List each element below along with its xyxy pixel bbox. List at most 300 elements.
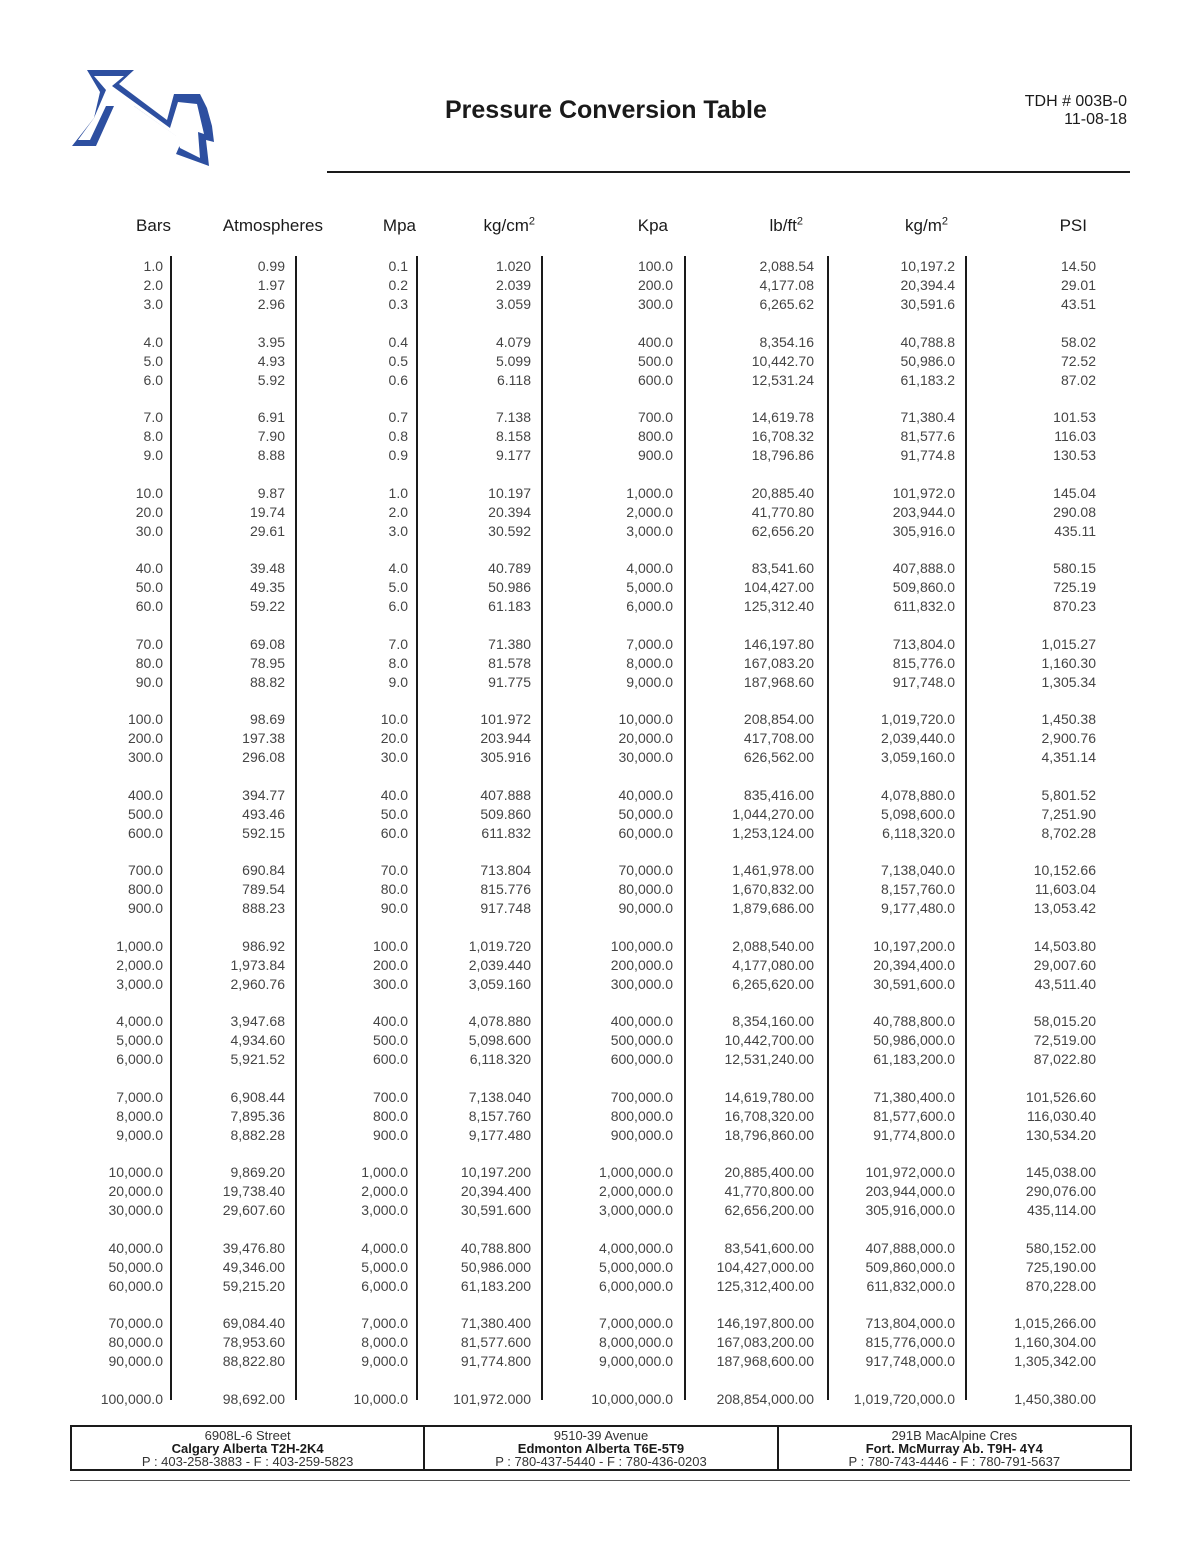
table-cell-kpa: 200.0 — [637, 277, 673, 293]
table-cell-mpa: 7,000.0 — [361, 1315, 408, 1331]
column-header-psi — [1060, 216, 1087, 236]
table-cell-mpa: 30.0 — [380, 749, 408, 765]
table-cell-kpa: 1,000.0 — [626, 484, 673, 501]
table-cell-bars: 30.0 — [135, 522, 163, 539]
document-number: TDH # 003B-0 — [1024, 93, 1127, 110]
column-divider — [541, 256, 543, 1400]
table-cell-kgcm2: 815.776 — [480, 881, 531, 897]
table-cell-bars: 9,000.0 — [116, 1126, 163, 1143]
table-cell-psi: 7,251.90 — [1041, 805, 1096, 822]
table-cell-kgm2: 305,916,000.0 — [865, 1202, 955, 1218]
table-cell-kgm2: 6,118,320.0 — [882, 824, 955, 841]
table-cell-mpa: 6,000.0 — [361, 1277, 408, 1294]
table-cell-mpa: 0.1 — [388, 258, 408, 274]
table-cell-mpa: 20.0 — [380, 730, 408, 746]
table-cell-kpa: 700.0 — [637, 409, 673, 425]
table-cell-bars: 700.0 — [127, 862, 163, 878]
table-cell-kpa: 200,000.0 — [610, 956, 673, 973]
table-cell-mpa: 300.0 — [372, 975, 408, 992]
table-cell-psi: 1,305,342.00 — [1014, 1353, 1096, 1369]
column-divider — [827, 256, 829, 1400]
table-cell-mpa: 0.3 — [388, 296, 408, 312]
table-cell-lbft2: 18,796.86 — [751, 447, 814, 463]
table-cell-kpa: 400.0 — [637, 333, 673, 350]
table-cell-kpa: 10,000.0 — [618, 711, 673, 727]
table-cell-bars: 200.0 — [127, 730, 163, 746]
table-cell-kpa: 6,000,000.0 — [599, 1277, 673, 1294]
table-cell-kgcm2: 4,078.880 — [468, 1013, 531, 1029]
table-cell-kgcm2: 2.039 — [495, 277, 531, 293]
table-cell-lbft2: 1,670,832.00 — [732, 881, 814, 897]
table-cell-mpa: 0.7 — [388, 409, 408, 425]
table-cell-psi: 29,007.60 — [1033, 956, 1096, 973]
table-cell-kgm2: 50,986.0 — [900, 352, 955, 369]
table-cell-kgcm2: 101.972 — [480, 711, 531, 727]
table-cell-bars: 10,000.0 — [108, 1164, 163, 1180]
table-cell-lbft2: 41,770,800.00 — [724, 1183, 814, 1199]
table-cell-atm: 1.97 — [257, 277, 285, 293]
table-cell-mpa: 1,000.0 — [361, 1164, 408, 1180]
table-cell-kgm2: 611,832,000.0 — [866, 1277, 955, 1294]
table-cell-kgm2: 9,177,480.0 — [881, 900, 955, 916]
column-header-superscript: 2 — [796, 215, 803, 228]
table-cell-lbft2: 18,796,860.00 — [724, 1126, 814, 1143]
table-cell-kpa: 100,000.0 — [610, 937, 673, 954]
table-cell-lbft2: 4,177,080.00 — [732, 956, 814, 973]
table-cell-kgm2: 40,788.8 — [900, 333, 955, 350]
table-cell-mpa: 0.4 — [388, 333, 408, 350]
table-cell-lbft2: 1,253,124.00 — [732, 824, 814, 841]
table-cell-mpa: 2.0 — [388, 503, 408, 520]
column-divider — [170, 256, 172, 1400]
table-cell-kpa: 6,000.0 — [626, 598, 673, 614]
table-cell-kpa: 300.0 — [637, 296, 673, 312]
table-cell-mpa: 9,000.0 — [361, 1353, 408, 1369]
column-header-kgcm2 — [484, 216, 535, 236]
table-cell-kgcm2: 407.888 — [480, 786, 531, 803]
footer-addresses — [70, 1425, 1132, 1471]
table-cell-kpa: 9,000.0 — [626, 673, 673, 690]
table-cell-lbft2: 14,619,780.00 — [724, 1088, 814, 1105]
table-cell-bars: 70,000.0 — [108, 1315, 163, 1331]
column-header-superscript: 2 — [528, 215, 535, 228]
table-cell-bars: 8,000.0 — [116, 1107, 163, 1124]
table-cell-atm: 690.84 — [242, 862, 285, 878]
table-cell-lbft2: 125,312,400.00 — [716, 1277, 814, 1294]
table-cell-psi: 870.23 — [1053, 598, 1096, 614]
table-cell-lbft2: 125,312.40 — [743, 598, 814, 614]
table-cell-bars: 8.0 — [143, 428, 163, 444]
table-cell-kgcm2: 91,774.800 — [460, 1353, 531, 1369]
table-cell-atm: 197.38 — [242, 730, 285, 746]
table-cell-psi: 725.19 — [1053, 579, 1096, 595]
table-cell-atm: 0.99 — [257, 258, 285, 274]
table-cell-lbft2: 208,854,000.00 — [716, 1390, 814, 1407]
table-cell-mpa: 4,000.0 — [361, 1239, 408, 1256]
table-cell-lbft2: 62,656.20 — [751, 522, 814, 539]
table-cell-bars: 800.0 — [127, 881, 163, 897]
table-cell-kgm2: 20,394,400.0 — [873, 956, 955, 973]
table-cell-mpa: 200.0 — [372, 956, 408, 973]
table-cell-bars: 7.0 — [143, 409, 163, 425]
table-cell-kgm2: 101,972.0 — [892, 484, 955, 501]
table-cell-bars: 5,000.0 — [116, 1032, 163, 1048]
table-cell-kgcm2: 1,019.720 — [468, 937, 531, 954]
table-cell-kgm2: 10,197.2 — [900, 258, 955, 274]
table-cell-bars: 60.0 — [135, 598, 163, 614]
table-cell-lbft2: 626,562.00 — [743, 749, 814, 765]
table-cell-atm: 4.93 — [257, 352, 285, 369]
table-cell-kgm2: 815,776.0 — [892, 654, 955, 671]
column-header-atm — [223, 216, 323, 236]
table-cell-lbft2: 2,088.54 — [759, 258, 814, 274]
column-header-label: kg/m — [905, 216, 942, 235]
table-cell-kpa: 3,000,000.0 — [599, 1202, 673, 1218]
table-cell-psi: 2,900.76 — [1041, 730, 1096, 746]
table-cell-bars: 70.0 — [135, 635, 163, 652]
table-cell-kpa: 2,000,000.0 — [599, 1183, 673, 1199]
table-cell-kgcm2: 71.380 — [488, 635, 531, 652]
table-cell-lbft2: 187,968,600.00 — [716, 1353, 814, 1369]
table-cell-kpa: 900.0 — [637, 447, 673, 463]
footer-office-calgary — [72, 1427, 423, 1469]
column-header-lbft2 — [769, 216, 803, 236]
table-cell-kgcm2: 203.944 — [480, 730, 531, 746]
table-cell-lbft2: 83,541,600.00 — [724, 1239, 814, 1256]
table-cell-kgm2: 61,183,200.0 — [873, 1051, 955, 1067]
table-cell-kgm2: 4,078,880.0 — [881, 786, 955, 803]
table-cell-atm: 78,953.60 — [222, 1334, 285, 1350]
table-cell-psi: 116,030.40 — [1026, 1107, 1096, 1124]
column-header-kpa — [638, 216, 668, 236]
table-cell-bars: 400.0 — [127, 786, 163, 803]
table-cell-psi: 4,351.14 — [1041, 749, 1096, 765]
table-cell-mpa: 7.0 — [388, 635, 408, 652]
table-cell-kpa: 7,000.0 — [626, 635, 673, 652]
table-cell-psi: 14,503.80 — [1033, 937, 1096, 954]
table-cell-bars: 40,000.0 — [108, 1239, 163, 1256]
table-cell-kgm2: 91,774.8 — [900, 447, 955, 463]
table-cell-psi: 43,511.40 — [1034, 975, 1096, 992]
table-cell-lbft2: 41,770.80 — [751, 503, 814, 520]
table-cell-kgm2: 917,748.0 — [892, 673, 955, 690]
table-cell-kpa: 500,000.0 — [610, 1032, 673, 1048]
table-cell-psi: 87.02 — [1060, 371, 1096, 388]
page-title: Pressure Conversion Table — [445, 96, 767, 124]
table-cell-kgcm2: 61,183.200 — [460, 1277, 531, 1294]
table-cell-mpa: 8,000.0 — [361, 1334, 408, 1350]
table-cell-mpa: 4.0 — [388, 560, 408, 576]
table-cell-lbft2: 10,442,700.00 — [724, 1032, 814, 1048]
header-rule — [327, 171, 1130, 173]
table-cell-bars: 90.0 — [135, 673, 163, 690]
table-cell-kgcm2: 71,380.400 — [460, 1315, 531, 1331]
table-cell-kgm2: 30,591.6 — [900, 296, 955, 312]
table-cell-bars: 50,000.0 — [108, 1258, 163, 1275]
table-cell-bars: 900.0 — [127, 900, 163, 916]
table-cell-psi: 43.51 — [1060, 296, 1096, 312]
table-cell-mpa: 3,000.0 — [361, 1202, 408, 1218]
footer-street: 6908L-6 Street — [204, 1428, 291, 1443]
column-header-superscript: 2 — [941, 215, 948, 228]
table-cell-kpa: 50,000.0 — [618, 805, 673, 822]
table-cell-atm: 98.69 — [249, 711, 285, 727]
table-cell-kgcm2: 6.118 — [497, 371, 531, 388]
table-cell-kpa: 20,000.0 — [618, 730, 673, 746]
table-cell-bars: 3.0 — [143, 296, 163, 312]
footer-office-edmonton — [423, 1427, 776, 1469]
table-cell-kpa: 3,000.0 — [626, 522, 673, 539]
table-cell-psi: 725,190.00 — [1025, 1258, 1096, 1275]
table-cell-lbft2: 187,968.60 — [743, 673, 814, 690]
table-cell-bars: 80.0 — [135, 654, 163, 671]
table-cell-kgm2: 8,157,760.0 — [881, 881, 955, 897]
table-cell-psi: 58,015.20 — [1033, 1013, 1096, 1029]
table-cell-lbft2: 12,531,240.00 — [724, 1051, 814, 1067]
table-cell-atm: 88.82 — [249, 673, 285, 690]
table-cell-kgm2: 611,832.0 — [893, 598, 955, 614]
table-cell-atm: 19,738.40 — [222, 1183, 285, 1199]
table-cell-atm: 3,947.68 — [230, 1013, 285, 1029]
table-cell-mpa: 3.0 — [388, 522, 408, 539]
table-cell-mpa: 6.0 — [388, 598, 408, 614]
table-cell-kgm2: 713,804,000.0 — [865, 1315, 955, 1331]
table-cell-lbft2: 83,541.60 — [751, 560, 814, 576]
column-header-label: Atmospheres — [222, 216, 323, 235]
table-cell-psi: 130,534.20 — [1025, 1126, 1096, 1143]
table-cell-kgcm2: 50.986 — [488, 579, 531, 595]
table-cell-bars: 100,000.0 — [100, 1390, 163, 1407]
table-cell-lbft2: 1,044,270.00 — [732, 805, 814, 822]
table-cell-psi: 1,160.30 — [1041, 654, 1096, 671]
table-cell-kgm2: 91,774,800.0 — [873, 1126, 955, 1143]
table-cell-kgm2: 10,197,200.0 — [873, 937, 955, 954]
table-cell-atm: 1,973.84 — [230, 956, 285, 973]
table-cell-psi: 72.52 — [1060, 352, 1096, 369]
table-cell-lbft2: 12,531.24 — [751, 371, 814, 388]
table-cell-mpa: 800.0 — [372, 1107, 408, 1124]
footer-city: Fort. McMurray Ab. T9H- 4Y4 — [865, 1441, 1043, 1456]
table-cell-psi: 10,152.66 — [1033, 862, 1096, 878]
table-cell-bars: 6.0 — [143, 371, 163, 388]
table-cell-psi: 11,603.04 — [1034, 881, 1096, 897]
table-cell-atm: 5.92 — [257, 371, 285, 388]
table-cell-atm: 6,908.44 — [230, 1088, 285, 1105]
table-cell-mpa: 10,000.0 — [353, 1390, 408, 1407]
table-cell-atm: 6.91 — [257, 409, 285, 425]
table-cell-bars: 60,000.0 — [108, 1277, 163, 1294]
column-header-label: Kpa — [637, 216, 668, 235]
footer-phone: P : 780-743-4446 - F : 780-791-5637 — [848, 1454, 1061, 1469]
table-cell-mpa: 40.0 — [380, 786, 408, 803]
table-cell-mpa: 60.0 — [380, 824, 408, 841]
table-cell-mpa: 80.0 — [380, 881, 408, 897]
table-cell-psi: 58.02 — [1060, 333, 1096, 350]
table-cell-kgcm2: 30.592 — [488, 522, 531, 539]
table-cell-mpa: 5.0 — [388, 579, 408, 595]
table-cell-atm: 49,346.00 — [222, 1258, 285, 1275]
table-cell-kpa: 1,000,000.0 — [599, 1164, 673, 1180]
table-cell-lbft2: 2,088,540.00 — [732, 937, 814, 954]
table-cell-kgcm2: 81.578 — [488, 654, 531, 671]
table-cell-psi: 13,053.42 — [1033, 900, 1096, 916]
table-cell-kgcm2: 40,788.800 — [460, 1239, 531, 1256]
table-cell-mpa: 400.0 — [372, 1013, 408, 1029]
column-header-kgm2 — [905, 216, 948, 236]
table-cell-lbft2: 208,854.00 — [743, 711, 814, 727]
table-cell-atm: 69,084.40 — [222, 1315, 285, 1331]
table-cell-kgcm2: 305.916 — [480, 749, 531, 765]
table-cell-mpa: 900.0 — [372, 1126, 408, 1143]
table-cell-kpa: 90,000.0 — [618, 900, 673, 916]
table-cell-bars: 5.0 — [143, 352, 163, 369]
table-cell-kgcm2: 7,138.040 — [468, 1088, 531, 1105]
table-cell-atm: 9.87 — [257, 484, 285, 501]
table-cell-kgm2: 509,860.0 — [892, 579, 955, 595]
table-cell-bars: 1.0 — [143, 258, 163, 274]
table-cell-psi: 1,015,266.00 — [1014, 1315, 1096, 1331]
column-header-label: kg/cm — [483, 216, 529, 235]
table-cell-lbft2: 167,083.20 — [743, 654, 814, 671]
table-cell-psi: 72,519.00 — [1033, 1032, 1096, 1048]
table-cell-kgm2: 71,380,400.0 — [873, 1088, 955, 1105]
table-cell-kpa: 2,000.0 — [626, 503, 673, 520]
table-cell-kgcm2: 5.099 — [495, 352, 531, 369]
table-cell-bars: 2.0 — [143, 277, 163, 293]
table-cell-mpa: 50.0 — [380, 805, 408, 822]
table-cell-atm: 493.46 — [242, 805, 285, 822]
column-divider — [965, 256, 967, 1400]
table-cell-bars: 500.0 — [127, 805, 163, 822]
footer-office-fort-mcmurray — [777, 1427, 1130, 1469]
table-cell-lbft2: 104,427,000.00 — [716, 1258, 814, 1275]
table-cell-psi: 435.11 — [1054, 522, 1096, 539]
table-cell-psi: 870,228.00 — [1025, 1277, 1096, 1294]
footer-street: 9510-39 Avenue — [553, 1428, 649, 1443]
table-cell-kgcm2: 50,986.000 — [460, 1258, 531, 1275]
table-cell-bars: 30,000.0 — [108, 1202, 163, 1218]
table-cell-atm: 39.48 — [249, 560, 285, 576]
table-cell-bars: 6,000.0 — [116, 1051, 163, 1067]
table-cell-psi: 101,526.60 — [1025, 1088, 1096, 1105]
table-cell-mpa: 9.0 — [388, 673, 408, 690]
table-cell-kgm2: 101,972,000.0 — [865, 1164, 955, 1180]
table-cell-atm: 98,692.00 — [222, 1390, 285, 1407]
table-cell-bars: 4.0 — [143, 333, 163, 350]
table-cell-lbft2: 4,177.08 — [759, 277, 814, 293]
table-cell-atm: 69.08 — [249, 635, 285, 652]
table-cell-psi: 1,160,304.00 — [1014, 1334, 1096, 1350]
table-cell-atm: 59,215.20 — [222, 1277, 285, 1294]
document-info — [1025, 93, 1127, 129]
table-cell-kgcm2: 101,972.000 — [453, 1390, 531, 1407]
table-cell-mpa: 90.0 — [380, 900, 408, 916]
table-cell-kgm2: 40,788,800.0 — [873, 1013, 955, 1029]
table-cell-kpa: 10,000,000.0 — [591, 1390, 673, 1407]
table-cell-kgm2: 203,944,000.0 — [865, 1183, 955, 1199]
table-cell-kgm2: 50,986,000.0 — [873, 1032, 955, 1048]
table-cell-atm: 39,476.80 — [222, 1239, 285, 1256]
table-cell-mpa: 0.5 — [388, 352, 408, 369]
table-cell-psi: 14.50 — [1060, 258, 1096, 274]
table-cell-kgm2: 407,888,000.0 — [865, 1239, 955, 1256]
table-cell-lbft2: 835,416.00 — [743, 786, 814, 803]
table-cell-psi: 290.08 — [1053, 503, 1096, 520]
table-cell-kgm2: 7,138,040.0 — [881, 862, 955, 878]
table-cell-mpa: 5,000.0 — [361, 1258, 408, 1275]
table-cell-kpa: 400,000.0 — [610, 1013, 673, 1029]
table-cell-kgcm2: 3,059.160 — [468, 975, 531, 992]
table-cell-psi: 580,152.00 — [1025, 1239, 1096, 1256]
table-cell-kpa: 7,000,000.0 — [599, 1315, 673, 1331]
table-cell-lbft2: 146,197.80 — [743, 635, 814, 652]
column-divider — [416, 256, 418, 1400]
table-cell-atm: 19.74 — [249, 503, 285, 520]
table-cell-kgcm2: 3.059 — [495, 296, 531, 312]
table-cell-bars: 600.0 — [127, 824, 163, 841]
table-cell-kgm2: 20,394.4 — [900, 277, 955, 293]
table-cell-lbft2: 6,265.62 — [759, 296, 814, 312]
table-cell-lbft2: 146,197,800.00 — [716, 1315, 814, 1331]
company-logo — [72, 70, 222, 172]
table-cell-mpa: 0.6 — [388, 371, 408, 388]
table-cell-kgm2: 815,776,000.0 — [865, 1334, 955, 1350]
table-cell-bars: 2,000.0 — [116, 956, 163, 973]
table-cell-kpa: 80,000.0 — [618, 881, 673, 897]
table-cell-kpa: 5,000.0 — [626, 579, 673, 595]
table-cell-kgcm2: 30,591.600 — [460, 1202, 531, 1218]
table-cell-kpa: 300,000.0 — [610, 975, 673, 992]
document-date: 11-08-18 — [1064, 111, 1127, 128]
column-header-label: Bars — [136, 216, 171, 235]
table-cell-psi: 116.03 — [1054, 428, 1096, 444]
table-cell-atm: 2.96 — [257, 296, 285, 312]
table-cell-bars: 80,000.0 — [108, 1334, 163, 1350]
table-cell-atm: 3.95 — [257, 333, 285, 350]
table-cell-kgm2: 407,888.0 — [892, 560, 955, 576]
table-cell-atm: 2,960.76 — [230, 975, 285, 992]
table-cell-kpa: 500.0 — [637, 352, 673, 369]
table-cell-kgm2: 2,039,440.0 — [881, 730, 955, 746]
table-cell-atm: 986.92 — [242, 937, 285, 954]
table-cell-atm: 49.35 — [249, 579, 285, 595]
table-cell-atm: 9,869.20 — [230, 1164, 285, 1180]
table-cell-kpa: 8,000,000.0 — [599, 1334, 673, 1350]
column-header-bars — [136, 216, 171, 236]
footer-city: Calgary Alberta T2H-2K4 — [171, 1441, 324, 1456]
table-cell-bars: 3,000.0 — [116, 975, 163, 992]
table-cell-kgcm2: 91.775 — [488, 673, 531, 690]
table-cell-atm: 29,607.60 — [222, 1202, 285, 1218]
column-header-label: Mpa — [382, 216, 416, 235]
column-header-label: lb/ft — [769, 216, 797, 235]
table-cell-kpa: 800,000.0 — [610, 1107, 673, 1124]
table-cell-kgcm2: 10.197 — [488, 484, 531, 501]
table-cell-mpa: 10.0 — [380, 711, 408, 727]
table-cell-kgcm2: 9.177 — [495, 447, 531, 463]
table-cell-kgm2: 917,748,000.0 — [865, 1353, 955, 1369]
table-cell-kgcm2: 917.748 — [480, 900, 531, 916]
table-cell-psi: 29.01 — [1060, 277, 1096, 293]
table-cell-atm: 29.61 — [249, 522, 285, 539]
table-cell-atm: 888.23 — [242, 900, 285, 916]
table-cell-kgcm2: 81,577.600 — [460, 1334, 531, 1350]
table-cell-psi: 130.53 — [1053, 447, 1096, 463]
table-cell-lbft2: 20,885,400.00 — [724, 1164, 814, 1180]
table-cell-psi: 1,450.38 — [1041, 711, 1096, 727]
table-cell-lbft2: 1,879,686.00 — [732, 900, 814, 916]
table-cell-kgcm2: 6,118.320 — [469, 1051, 531, 1067]
